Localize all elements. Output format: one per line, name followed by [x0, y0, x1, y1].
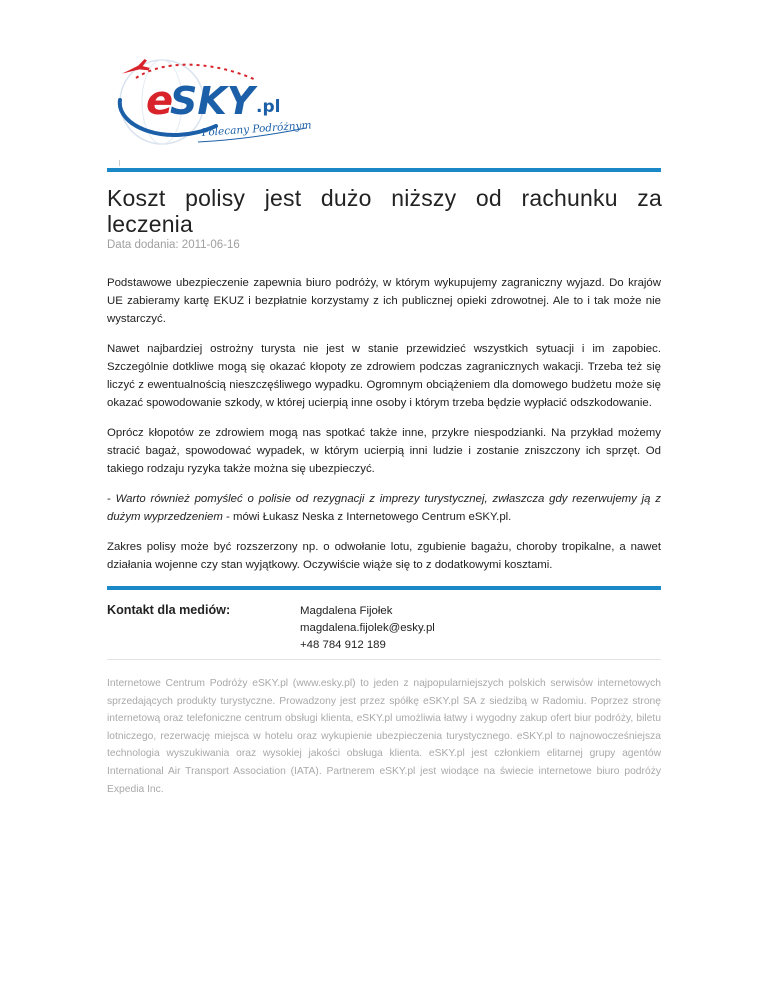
- bottom-rule: [107, 586, 661, 590]
- contact-details: [300, 603, 435, 654]
- article-paragraph: Nawet najbardziej ostrożny turysta nie jest w stanie przewidzieć wszystkich sytuacji i im zapobiec. Szczególnie dotkliwe mogą się okazać kłopoty ze zdrowiem podczas zagranicznych wakacji. Trzeba też się liczyć z ewentualnością nieszczęśliwego wypadku. Ogromnym obciążeniem dla domowego budżetu może się okazać spowodowanie szkody, w której ucierpią inne osoby i którym trzeba będzie wypłacić odszkodowanie.: [107, 343, 661, 409]
- article-paragraph: Oprócz kłopotów ze zdrowiem mogą nas spotkać także inne, przykre niespodzianki. Na przykład możemy stracić bagaż, spowodować wypadek, w którym ucierpią inni ludzie i zostanie zniszczony ich sprzęt. Od takiego rodzaju ryzyka także można się ubezpieczyć.: [107, 427, 661, 475]
- logo-e: e: [146, 78, 174, 124]
- article-title: Koszt polisy jest dużo niższy od rachunku za leczenia: [107, 185, 662, 237]
- article-quote: [107, 490, 661, 526]
- article-paragraph: Podstawowe ubezpieczenie zapewnia biuro podróży, w którym wykupujemy zagraniczny wyjazd. Do krajów UE zabieramy kartę EKUZ i bezpłatnie korzystamy z ich publicznej opieki zdrowotnej. Ale to i tak może nie wystarczyć.: [107, 277, 661, 325]
- top-rule: [107, 168, 661, 172]
- contact-label: Kontakt dla mediów:: [107, 603, 231, 617]
- quote-text: Warto również pomyśleć o polisie od rezygnacji z imprezy turystycznej, zwłaszcza gdy rezerwujemy ją z dużym wyprzedzeniem: [107, 493, 661, 523]
- contact-phone: +48 784 912 189: [300, 639, 386, 651]
- company-about: Internetowe Centrum Podróży eSKY.pl (www.esky.pl) to jeden z najpopularniejszych polskich serwisów internetowych sprzedających produkty turystyczne. Prowadzony jest przez spółkę eSKY.pl SA z siedzibą w Radomiu. Poprzez stronę internetową oraz telefoniczne centrum obsługi klienta, eSKY.pl umożliwia łatwy i wygodny zakup ofert biur podróży, biletu lotniczego, rezerwację miejsca w hotelu oraz wykupienie ubezpieczenia turystycznego. eSKY.pl to najnowocześniejsza technologia wyszukiwania oraz wysokiej jakości obsługa klienta. eSKY.pl jest członkiem elitarnej grupy agentów International Air Transport Association (IATA). Partnerem eSKY.pl jest wiodące na świecie internetowe biuro podróży Expedia Inc.: [107, 678, 661, 795]
- quote-dash: -: [107, 493, 116, 505]
- contact-email[interactable]: magdalena.fijolek@esky.pl: [300, 622, 435, 634]
- logo-tagline: Polecany Podróżnym: [201, 119, 312, 139]
- logo-suffix: .pl: [256, 97, 281, 117]
- article-paragraph: Zakres polisy może być rozszerzony np. o odwołanie lotu, zgubienie bagażu, choroby tropikalne, a nawet działania wojenne czy stan wyjątkowy. Oczywiście wiąże się to z dodatkowymi kosztami.: [107, 541, 661, 571]
- esky-logo: [106, 56, 316, 154]
- tiny-mark: [119, 160, 120, 166]
- article-date: Data dodania: 2011-06-16: [107, 239, 240, 251]
- logo-sky: SKY: [170, 79, 255, 123]
- contact-name: Magdalena Fijołek: [300, 605, 393, 617]
- divider: [107, 659, 661, 660]
- esky-logo-graphic: [106, 56, 316, 154]
- quote-attribution: - mówi Łukasz Neska z Internetowego Centrum eSKY.pl.: [222, 511, 512, 523]
- article-body: [107, 274, 661, 586]
